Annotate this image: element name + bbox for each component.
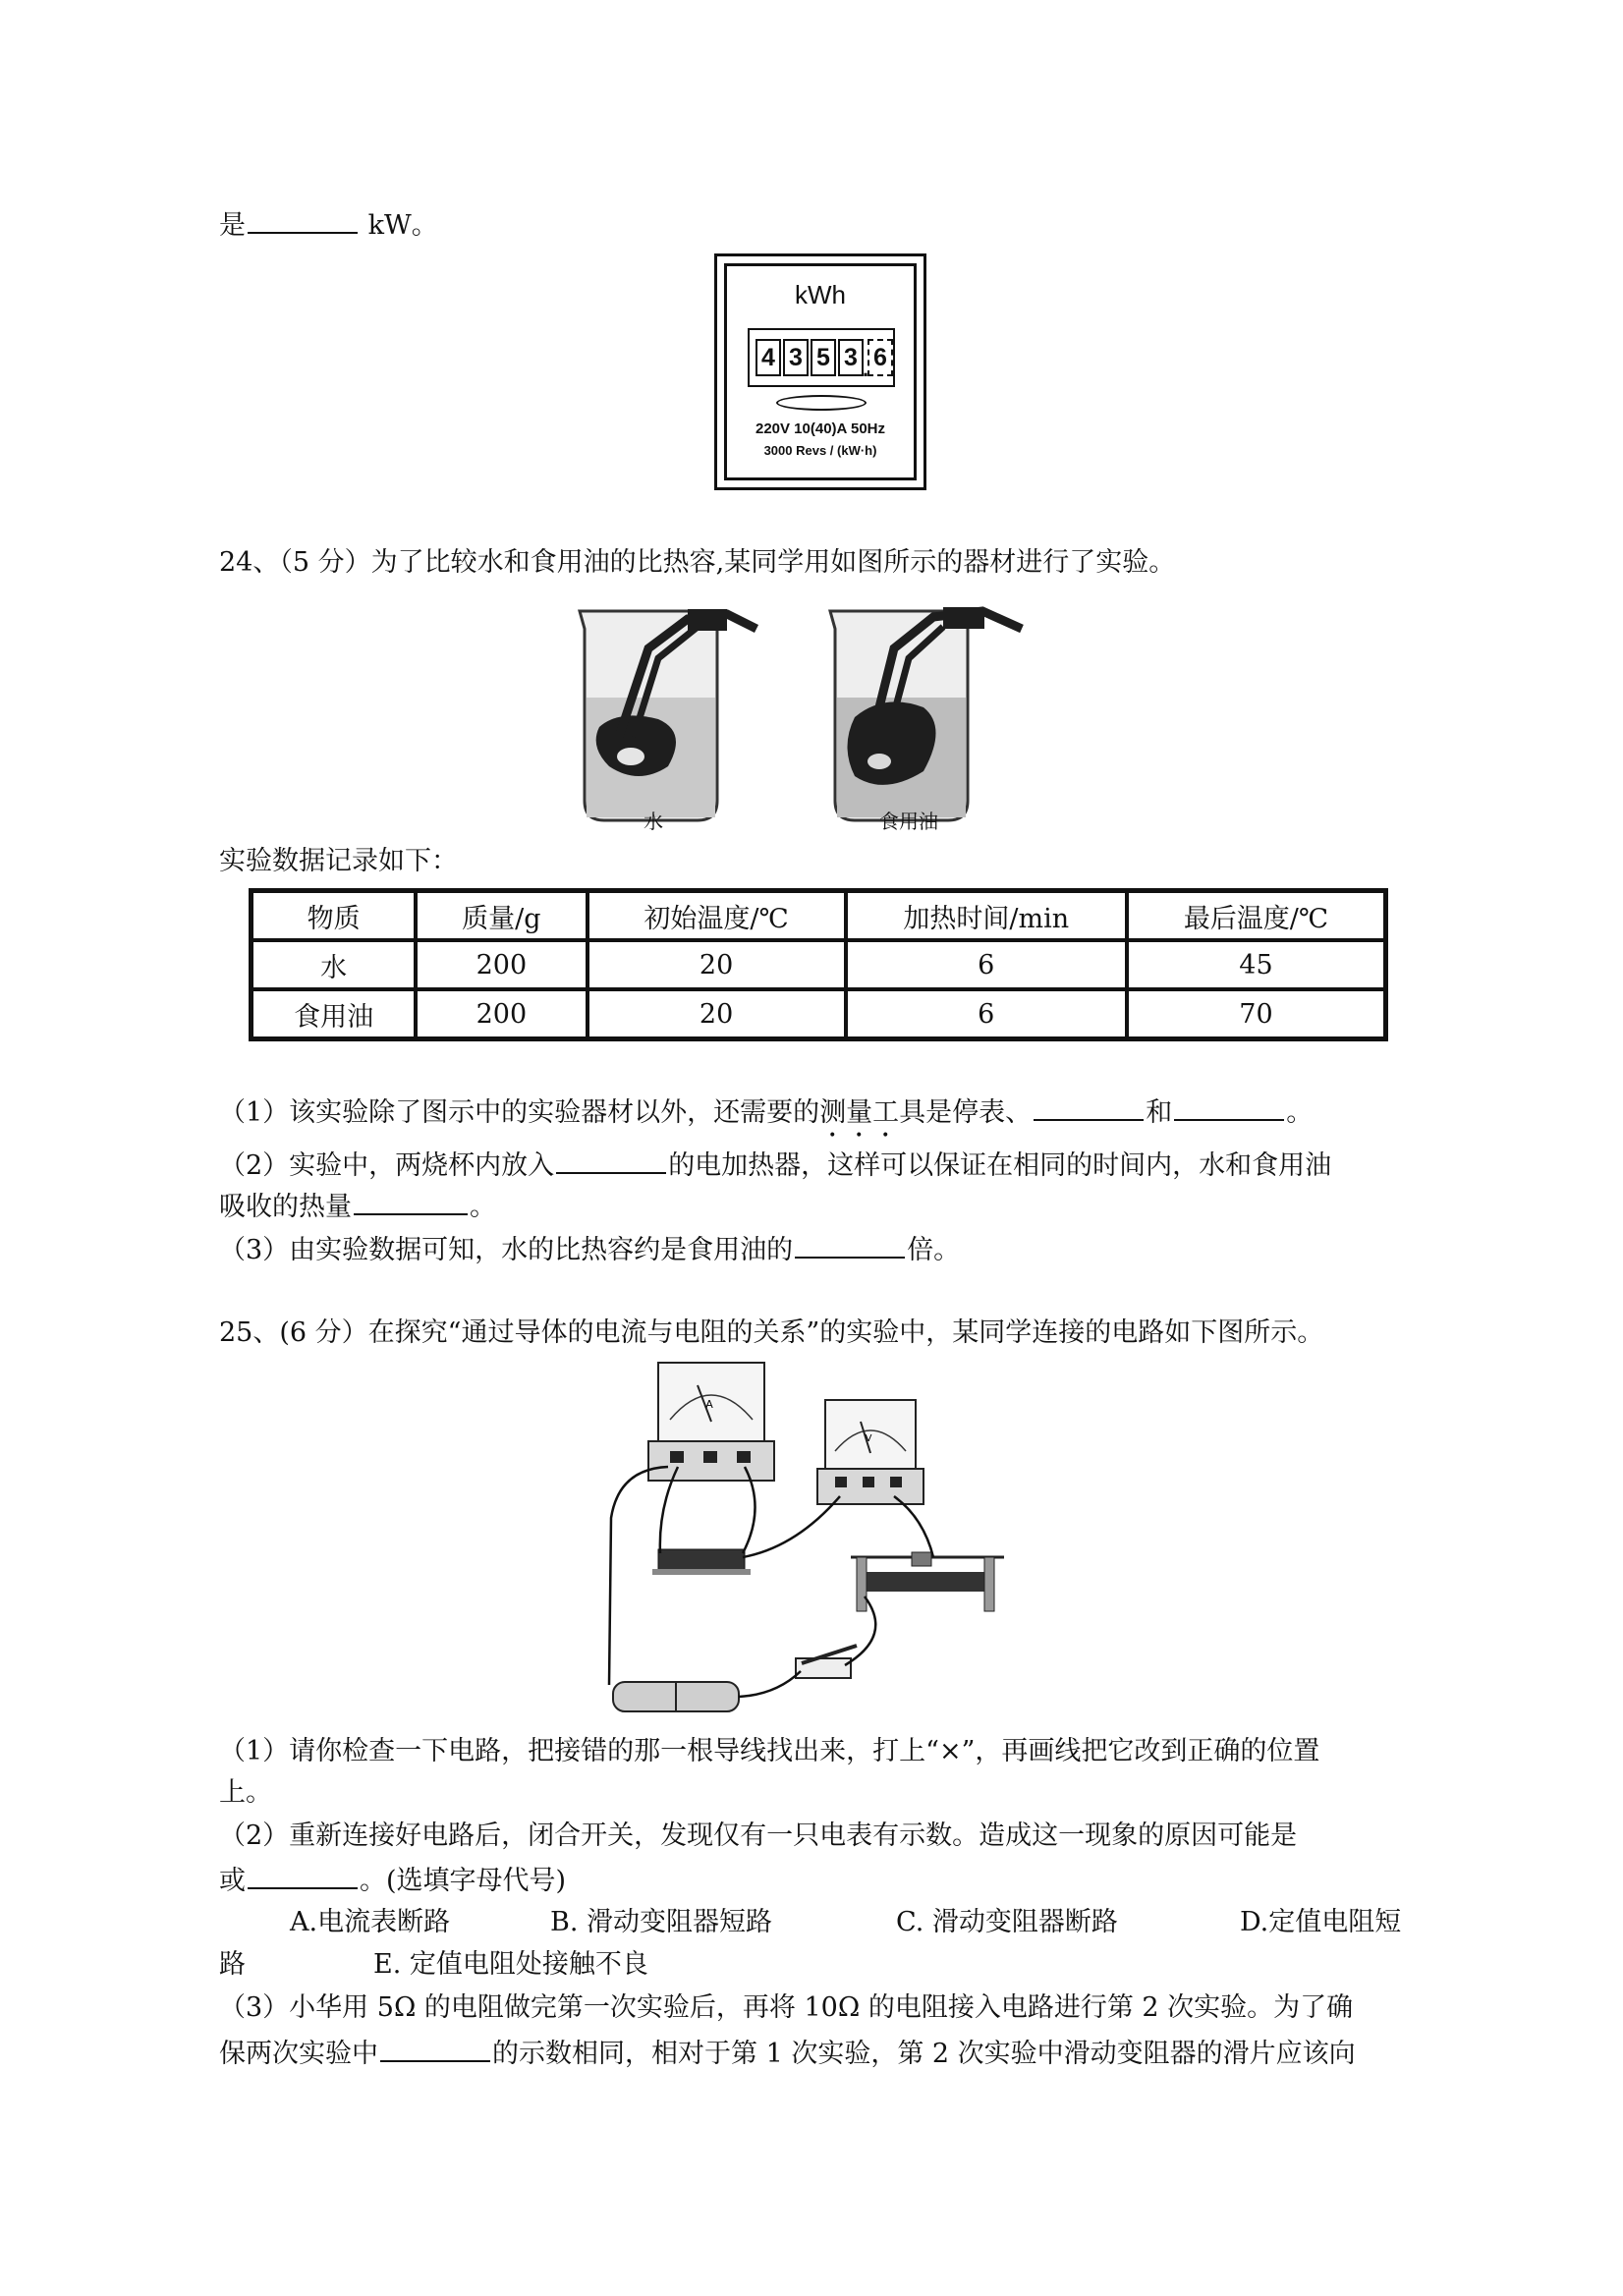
caption-oil: 食用油 [879,812,938,833]
table-header: 最后温度/℃ [1127,891,1385,940]
table-cell: 200 [416,940,587,989]
answer-blank[interactable] [248,206,358,234]
switch [796,1646,857,1678]
q24-sub2-cont: 吸收的热量 。 [219,1188,496,1224]
svg-text:A: A [705,1398,713,1411]
q24-sub3: （3）由实验数据可知，水的比热容约是食用油的 倍。 [219,1231,960,1267]
table-cell: 6 [846,940,1127,989]
rheostat [851,1552,1004,1611]
answer-blank[interactable] [380,2035,490,2062]
answer-blank[interactable] [248,1862,358,1889]
q25-sub2: （2）重新连接好电路后，闭合开关，发现仅有一只电表有示数。造成这一现象的原因可能是 [219,1820,1298,1851]
table-cell: 20 [588,940,846,989]
table-cell: 45 [1127,940,1385,989]
option-b: B. 滑动变阻器短路 [550,1907,773,1937]
option-d: D.定值电阻短 [1240,1907,1402,1937]
q25-title: 25、(6 分）在探究“通过导体的电流与电阻的关系”的实验中，某同学连接的电路如下图所示。 [219,1317,1324,1348]
option-d-cont: 路 [219,1949,246,1980]
q25-sub3: （3）小华用 5Ω 的电阻做完第一次实验后，再将 10Ω 的电阻接入电路进行第 2 次实验。为了确 [219,1992,1354,2023]
q25-sub3-cont: 保两次实验中 的示数相同，相对于第 1 次实验，第 2 次实验中滑动变阻器的滑片应该向 [219,2035,1356,2071]
meter-unit: kWh [795,280,846,309]
table-cell: 20 [588,989,846,1038]
voltmeter [817,1400,923,1504]
ammeter [648,1363,774,1481]
table-header: 初始温度/℃ [588,891,846,940]
oil-beaker [830,607,1022,820]
answer-blank[interactable] [1174,1093,1284,1121]
table-header: 质量/g [416,891,587,940]
circuit-illustration [599,1361,1032,1729]
meter-digits [748,328,895,387]
emphasis-text: 测量工 [819,1097,900,1128]
decimal-point: . [863,357,869,381]
q25-sub1: （1）请你检查一下电路，把接错的那一根导线找出来，打上“×”，再画线把它改到正确的位置 [219,1736,1320,1766]
meter-spec: 220V 10(40)A 50Hz [755,420,886,437]
meter-revs-spec: 3000 Revs / (kW·h) [763,443,877,458]
q25-sub2-cont: 或 。(选填字母代号) [219,1862,566,1898]
electricity-meter [714,253,926,490]
table-header-row [252,891,1385,940]
q24-sub2: （2）实验中，两烧杯内放入 的电加热器，这样可以保证在相同的时间内，水和食用油 [219,1147,1331,1183]
svg-text:V: V [865,1433,872,1444]
table-header: 加热时间/min [846,891,1127,940]
answer-blank[interactable] [354,1188,468,1215]
meter-decimal-digit: 6 [867,339,893,376]
fixed-resistor [652,1549,751,1575]
table-cell: 水 [252,940,416,989]
meter-digit: 4 [756,339,781,376]
record-intro: 实验数据记录如下： [219,846,458,876]
answer-blank[interactable] [795,1231,905,1259]
table-cell: 200 [416,989,587,1038]
meter-digit: 5 [811,339,836,376]
answer-line-power: 是 kW。 [219,206,438,243]
caption-water: 水 [644,812,663,833]
data-table [249,888,1388,1041]
q25-sub1-cont: 上。 [219,1777,272,1808]
answer-blank[interactable] [556,1147,666,1174]
meter-digit: 3 [838,339,864,376]
option-c: C. 滑动变阻器断路 [896,1907,1118,1937]
option-a: A.电流表断路 [290,1907,451,1937]
meter-rotating-disk [776,395,867,411]
meter-digit: 3 [783,339,809,376]
option-e: E. 定值电阻处接触不良 [373,1949,648,1980]
q24-title: 24、（5 分）为了比较水和食用油的比热容,某同学用如图所示的器材进行了实验。 [219,547,1176,578]
water-beaker [580,609,756,820]
table-row [252,989,1385,1038]
table-cell: 6 [846,989,1127,1038]
table-row [252,940,1385,989]
beakers-illustration [560,599,1091,840]
table-cell: 70 [1127,989,1385,1038]
battery-pack [613,1682,739,1711]
answer-blank[interactable] [1034,1093,1144,1121]
table-cell: 食用油 [252,989,416,1038]
q24-sub1: （1）该实验除了图示中的实验器材以外，还需要的测量工具是停表、 和 。 [219,1093,1313,1144]
table-header: 物质 [252,891,416,940]
